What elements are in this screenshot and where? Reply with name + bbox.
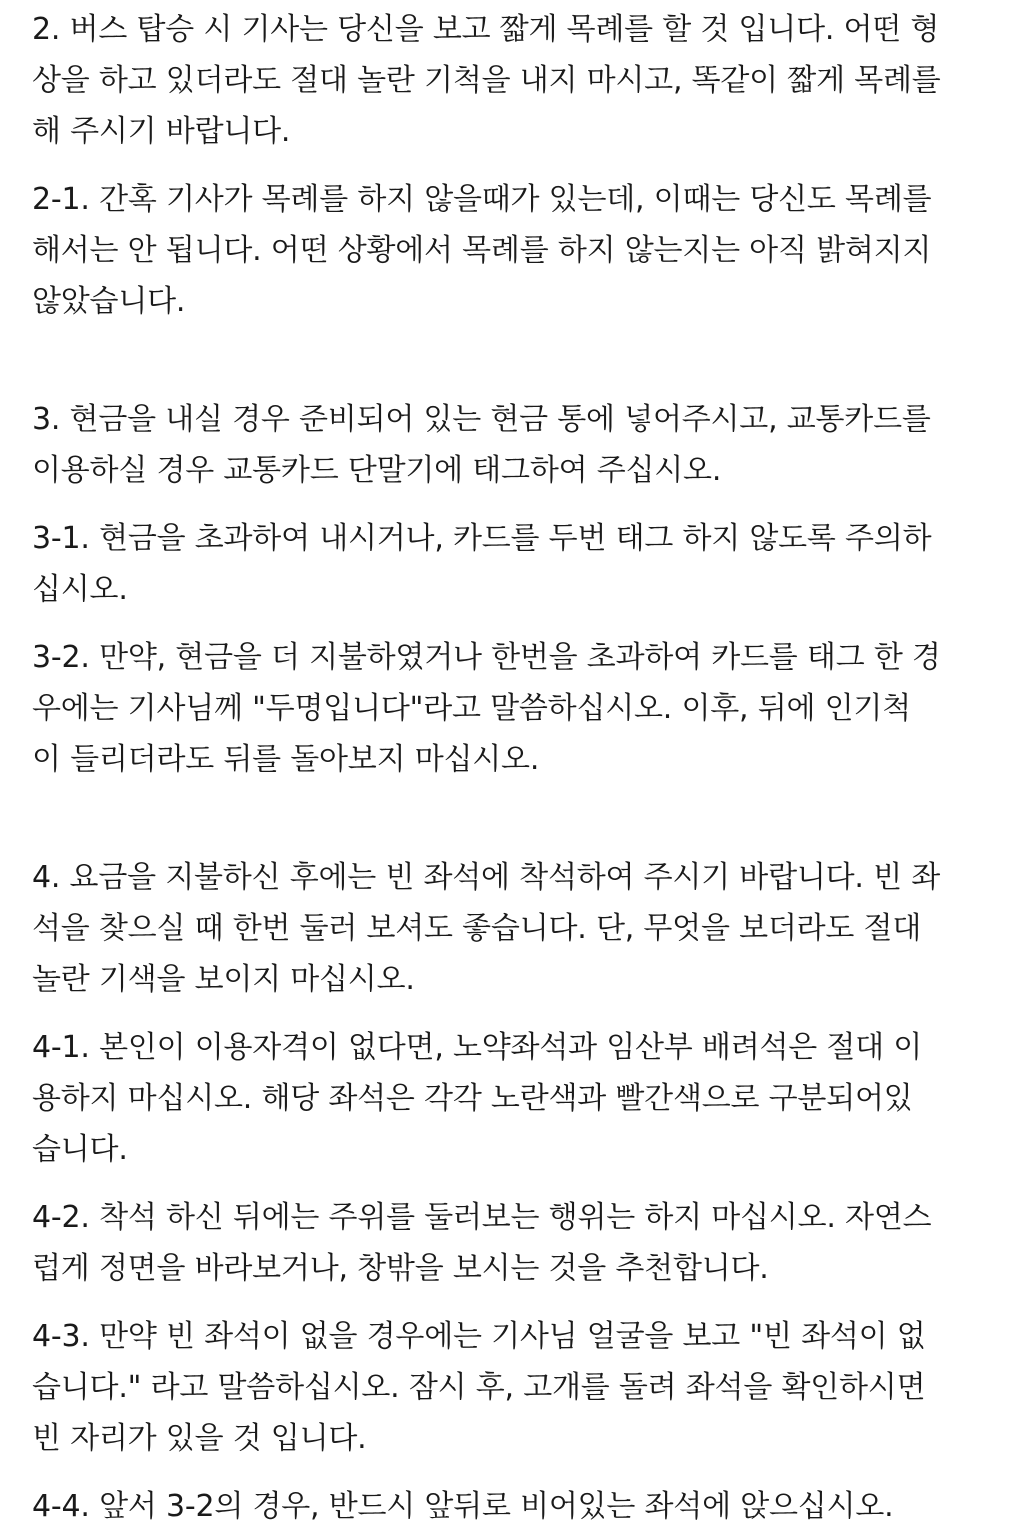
paragraph-spacer <box>32 1294 1004 1311</box>
text-line: 습니다. <box>32 1132 128 1167</box>
text-line: 4-3. 만약 빈 좌석이 없을 경우에는 기사님 얼굴을 보고 "빈 좌석이 없 <box>32 1319 926 1354</box>
paragraph-spacer <box>32 615 1004 632</box>
text-line: 않았습니다. <box>32 284 186 319</box>
document-body <box>32 4 1004 1532</box>
text-line: 4. 요금을 지불하신 후에는 빈 좌석에 착석하여 주시기 바랍니다. 빈 좌 <box>32 860 940 895</box>
text-line: 2-1. 간혹 기사가 목례를 하지 않을때가 있는데, 이때는 당신도 목례를 <box>32 182 932 217</box>
text-line: 습니다." 라고 말씀하십시오. 잠시 후, 고개를 돌려 좌석을 확인하시면 <box>32 1370 926 1405</box>
paragraph-spacer <box>32 1005 1004 1022</box>
text-line: 상을 하고 있더라도 절대 놀란 기척을 내지 마시고, 똑같이 짧게 목례를 <box>32 63 941 98</box>
section-spacer <box>32 327 1004 394</box>
rule-4 <box>32 852 1004 1005</box>
text-line: 4-1. 본인이 이용자격이 없다면, 노약좌석과 임산부 배려석은 절대 이 <box>32 1030 923 1065</box>
rule-4-1 <box>32 1022 1004 1175</box>
text-line: 3. 현금을 내실 경우 준비되어 있는 현금 통에 넣어주시고, 교통카드를 <box>32 402 931 437</box>
text-line: 해서는 안 됩니다. 어떤 상황에서 목례를 하지 않는지는 아직 밝혀지지 <box>32 233 932 268</box>
rule-2-1 <box>32 174 1004 327</box>
text-line: 석을 찾으실 때 한번 둘러 보셔도 좋습니다. 단, 무엇을 보더라도 절대 <box>32 911 922 946</box>
rule-2 <box>32 4 1004 157</box>
text-line: 2. 버스 탑승 시 기사는 당신을 보고 짧게 목례를 할 것 입니다. 어떤 형 <box>32 12 940 47</box>
rule-4-2 <box>32 1192 1004 1294</box>
paragraph-spacer <box>32 157 1004 174</box>
text-line: 4-4. 앞서 3-2의 경우, 반드시 앞뒤로 비어있는 좌석에 앉으십시오. <box>32 1489 894 1524</box>
rule-4-3 <box>32 1311 1004 1464</box>
text-line: 해 주시기 바랍니다. <box>32 114 291 149</box>
section-spacer <box>32 785 1004 852</box>
rule-3-1 <box>32 513 1004 615</box>
paragraph-spacer <box>32 1464 1004 1481</box>
paragraph-spacer <box>32 1175 1004 1192</box>
text-line: 용하지 마십시오. 해당 좌석은 각각 노란색과 빨간색으로 구분되어있 <box>32 1081 913 1116</box>
text-line: 우에는 기사님께 "두명입니다"라고 말씀하십시오. 이후, 뒤에 인기척 <box>32 691 911 726</box>
paragraph-spacer <box>32 496 1004 513</box>
rule-3 <box>32 394 1004 496</box>
text-line: 3-1. 현금을 초과하여 내시거나, 카드를 두번 태그 하지 않도록 주의하 <box>32 521 932 556</box>
text-line: 럽게 정면을 바라보거나, 창밖을 보시는 것을 추천합니다. <box>32 1251 769 1286</box>
rule-3-2 <box>32 632 1004 785</box>
text-line: 놀란 기색을 보이지 마십시오. <box>32 962 415 997</box>
text-line: 십시오. <box>32 572 128 607</box>
text-line: 이용하실 경우 교통카드 단말기에 태그하여 주십시오. <box>32 453 722 488</box>
text-line: 3-2. 만약, 현금을 더 지불하였거나 한번을 초과하여 카드를 태그 한 경 <box>32 640 941 675</box>
text-line: 이 들리더라도 뒤를 돌아보지 마십시오. <box>32 742 540 777</box>
text-line: 빈 자리가 있을 것 입니다. <box>32 1421 367 1456</box>
rule-4-4 <box>32 1481 1004 1532</box>
text-line: 4-2. 착석 하신 뒤에는 주위를 둘러보는 행위는 하지 마십시오. 자연스 <box>32 1200 932 1235</box>
